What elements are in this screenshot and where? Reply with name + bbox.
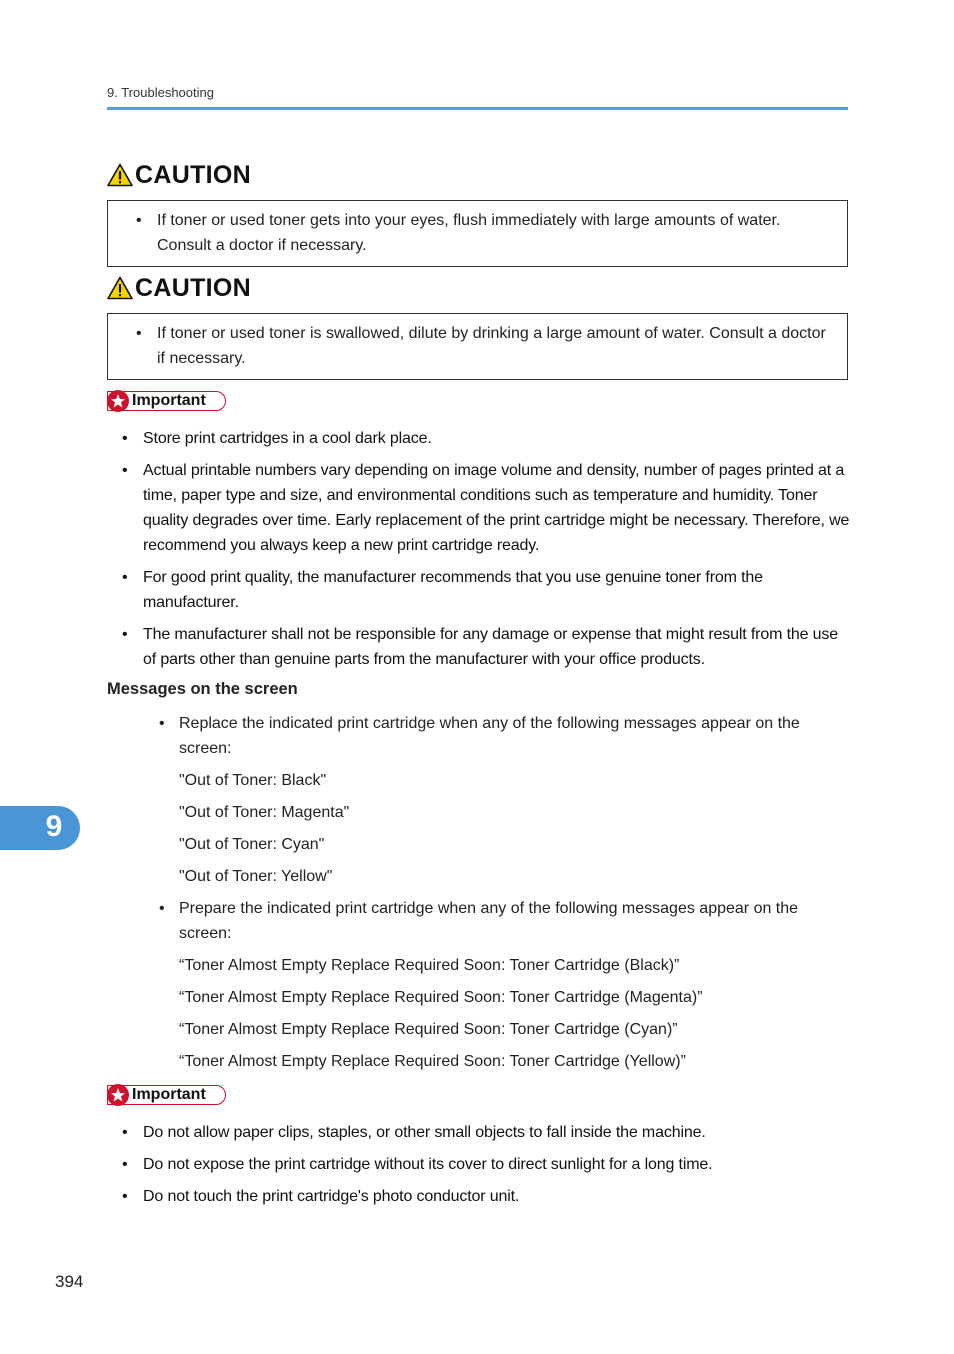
bullet: • [136, 212, 142, 229]
list-item: • The manufacturer shall not be responsible for any damage or expense that might result from the use of parts other than genuine parts from the manufacturer with your office products. [122, 626, 839, 668]
caution-title [107, 161, 251, 189]
message-line: “Toner Almost Empty Replace Required Soon: Toner Cartridge (Magenta)” [179, 989, 703, 1006]
important-list [107, 426, 852, 679]
list-item: • Do not expose the print cartridge without its cover to direct sunlight for a long time. [122, 1156, 713, 1173]
caution-item [136, 322, 835, 371]
caution-title [107, 274, 251, 302]
header-rule [107, 107, 848, 110]
chapter-tab [0, 806, 80, 850]
list-item: • Do not allow paper clips, staples, or other small objects to fall inside the machine. [122, 1124, 706, 1141]
bullet: • [136, 325, 142, 342]
warning-triangle-icon [107, 276, 133, 300]
star-icon [107, 390, 129, 412]
page-number: 394 [55, 1272, 84, 1291]
list-item: • Actual printable numbers vary depending on image volume and density, number of pages printed at a time, paper type and size, and environmental conditions such as temperature and humidity. Toner quality degrades over time. Early replacement of the print cartridge might be necessary. Therefore, we recommend you always keep a new print cartridge ready. [122, 462, 850, 554]
message-line: "Out of Toner: Black" [179, 772, 327, 789]
important-badge [107, 391, 226, 411]
warning-triangle-icon [107, 163, 133, 187]
list-item: • Store print cartridges in a cool dark place. [122, 430, 432, 447]
list-item: • Do not touch the print cartridge's photo conductor unit. [122, 1188, 520, 1205]
caution-label: CAUTION [135, 160, 251, 189]
list-item: • For good print quality, the manufacturer recommends that you use genuine toner from the manufacturer. [122, 569, 763, 611]
message-line: “Toner Almost Empty Replace Required Soon: Toner Cartridge (Cyan)” [179, 1021, 678, 1038]
caution-item [136, 209, 835, 258]
important-label: Important [132, 392, 206, 409]
caution-text: If toner or used toner gets into your eyes, flush immediately with large amounts of water. Consult a doctor if necessary. [157, 212, 781, 254]
section-heading: Messages on the screen [107, 680, 298, 698]
list-item: • Replace the indicated print cartridge when any of the following messages appear on the screen: [159, 715, 800, 757]
message-line: "Out of Toner: Yellow" [179, 868, 333, 885]
caution-box [107, 313, 848, 380]
messages-block [107, 711, 852, 1074]
important-list [107, 1120, 852, 1216]
list-item: • Prepare the indicated print cartridge when any of the following messages appear on the screen: [159, 900, 799, 942]
message-line: "Out of Toner: Cyan" [179, 836, 325, 853]
caution-label: CAUTION [135, 273, 251, 302]
important-badge [107, 1085, 226, 1105]
caution-box [107, 200, 848, 267]
message-line: “Toner Almost Empty Replace Required Soon: Toner Cartridge (Yellow)” [179, 1053, 686, 1070]
important-label: Important [132, 1086, 206, 1103]
message-line: “Toner Almost Empty Replace Required Soon: Toner Cartridge (Black)” [179, 957, 680, 974]
running-header: 9. Troubleshooting [107, 85, 214, 100]
message-line: "Out of Toner: Magenta" [179, 804, 350, 821]
caution-text: If toner or used toner is swallowed, dilute by drinking a large amount of water. Consult a doctor if necessary. [157, 325, 826, 367]
star-icon [107, 1084, 129, 1106]
chapter-number: 9 [45, 810, 63, 843]
